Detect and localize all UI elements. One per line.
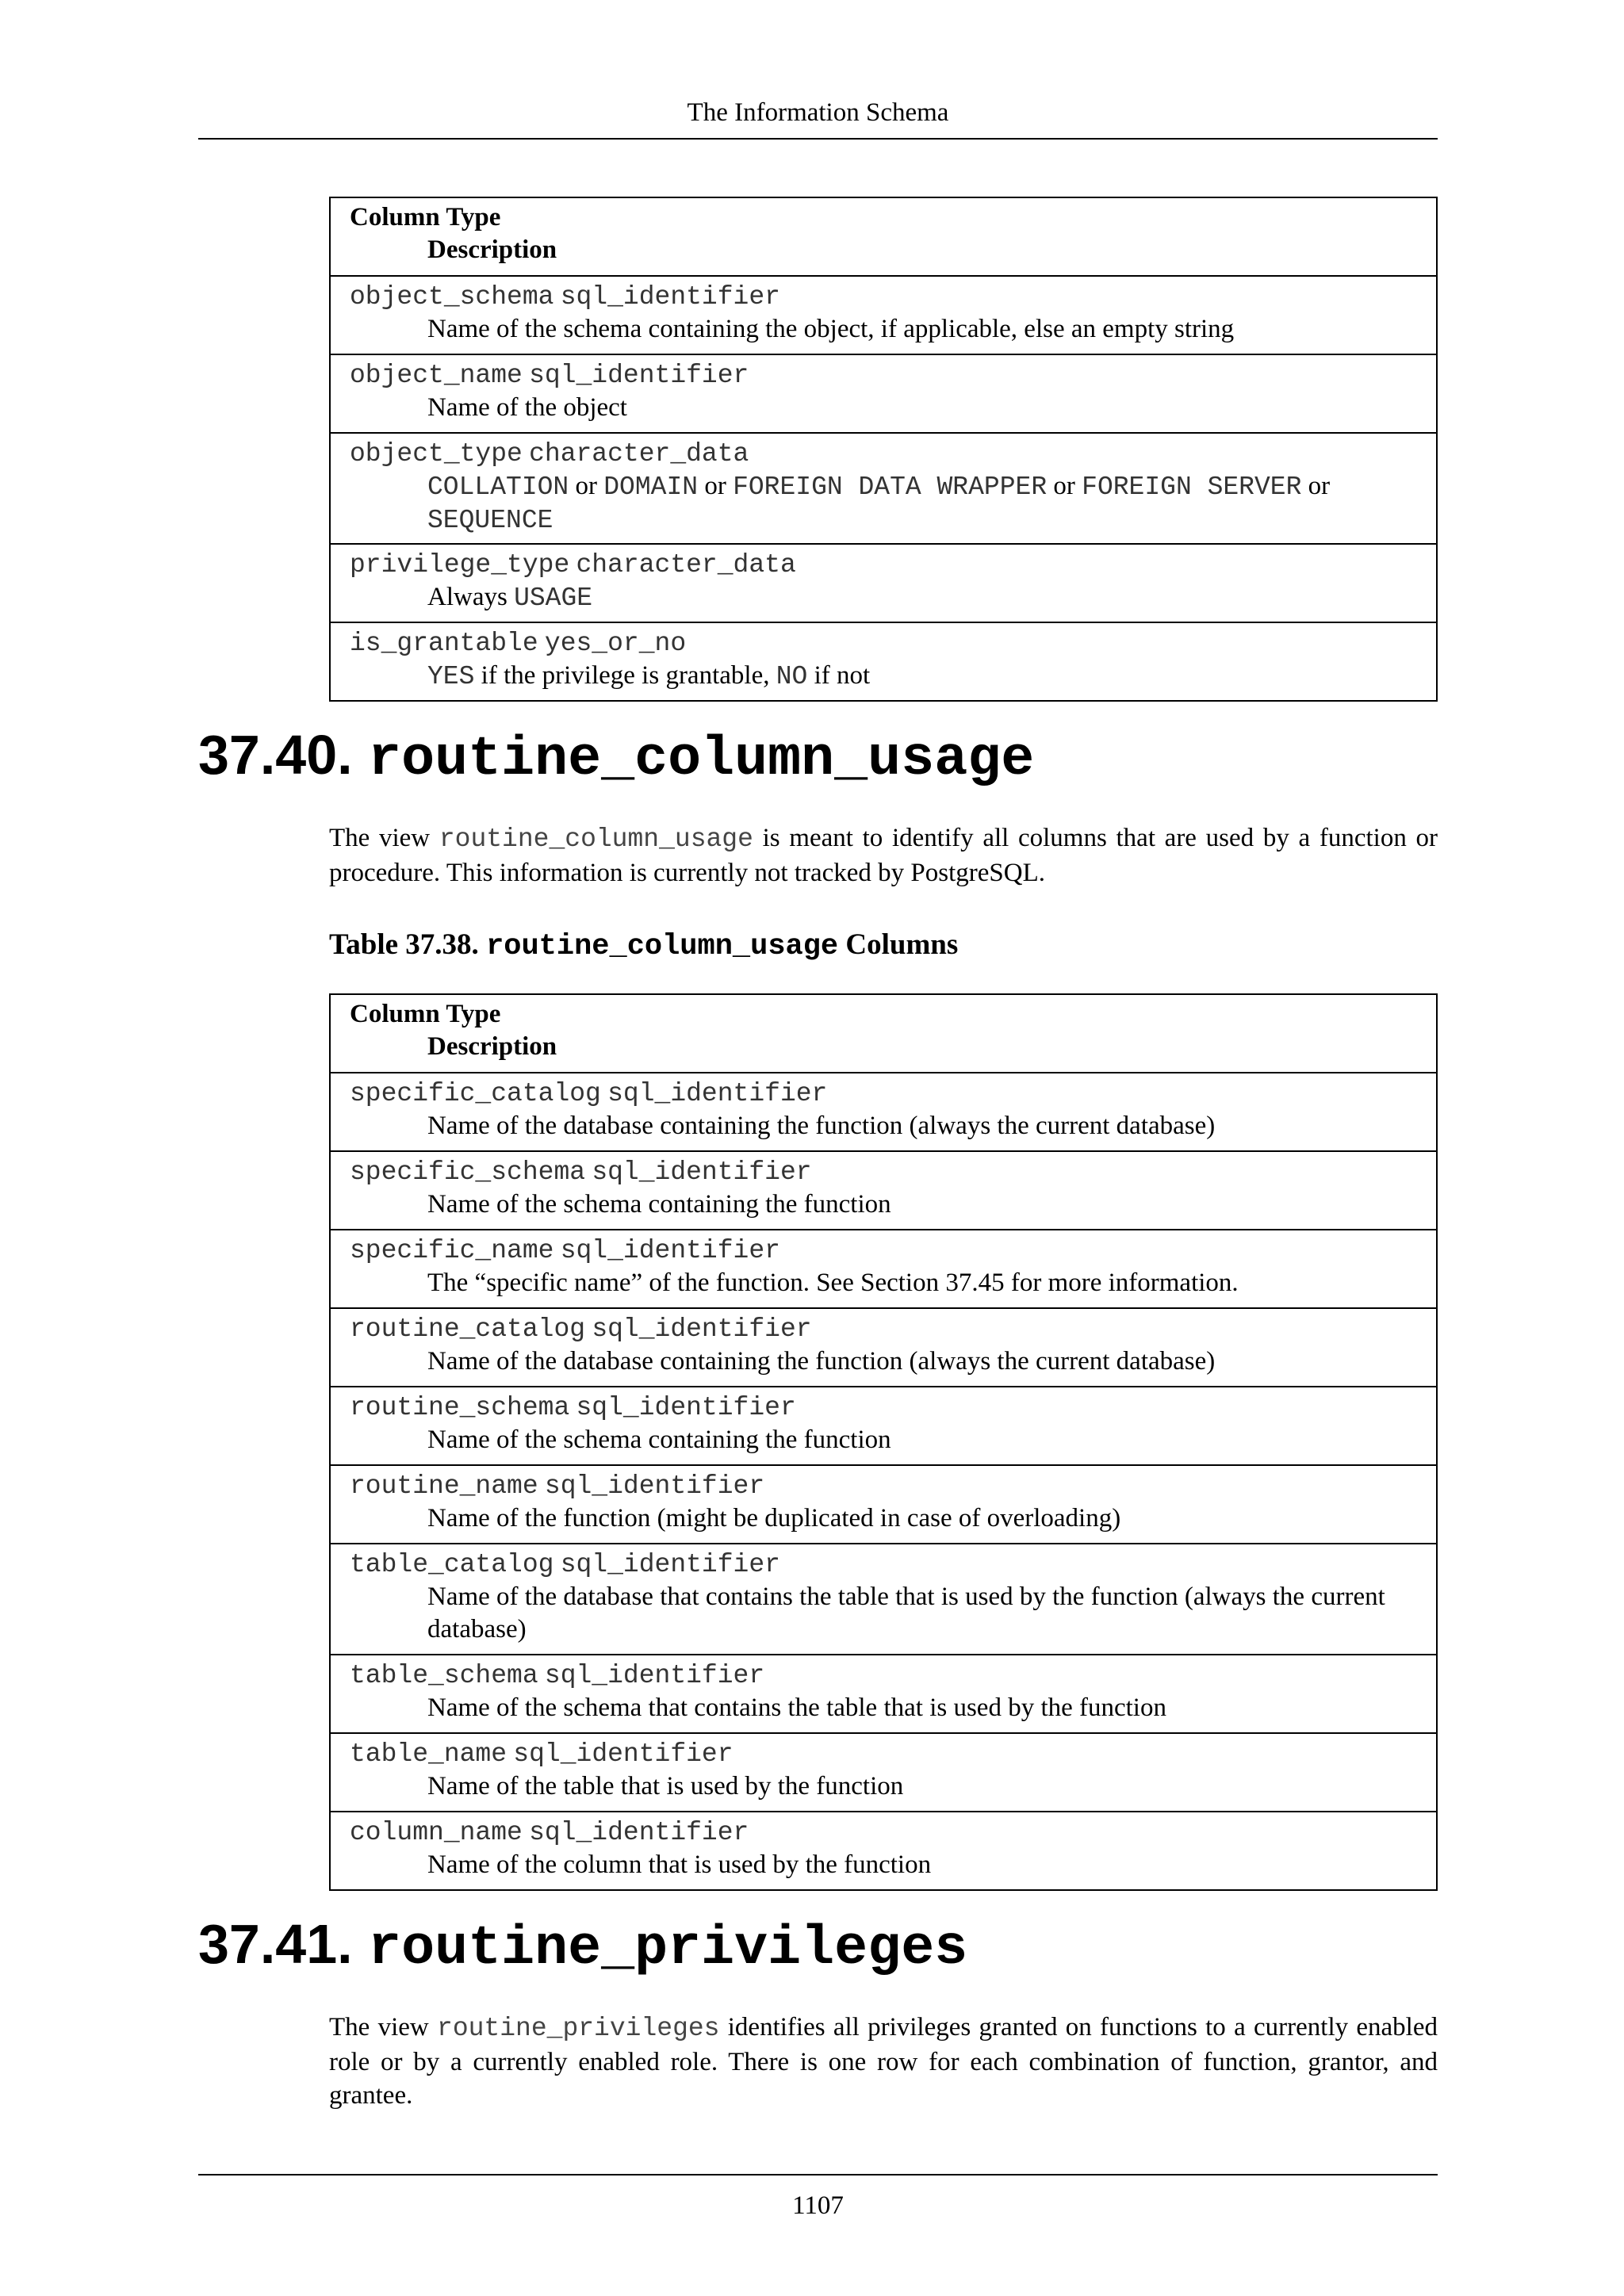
column-type: sql_identifier: [529, 1818, 749, 1847]
column-name: privilege_type: [350, 550, 570, 580]
table-row: [330, 433, 1437, 544]
column-type: sql_identifier: [592, 1158, 812, 1187]
column-description: YES if the privilege is grantable, NO if not: [427, 661, 871, 691]
table-row: [330, 544, 1437, 622]
column-description: Name of the function (might be duplicated in case of overloading): [427, 1504, 1121, 1533]
column-description: Name of the database containing the function (always the current database): [427, 1112, 1216, 1140]
column-description: Name of the object: [427, 393, 627, 422]
column-type: yes_or_no: [544, 629, 687, 658]
section-heading-routine-column-usage: 37.40. routine_column_usage: [198, 724, 1035, 791]
table-row: [330, 622, 1437, 701]
column-name: column_name: [350, 1818, 523, 1847]
header-description: Description: [427, 235, 557, 264]
column-name: table_catalog: [350, 1550, 554, 1579]
table-caption: Table 37.38. routine_column_usage Columns: [329, 928, 959, 963]
column-description: Name of the database containing the function (always the current database): [427, 1347, 1216, 1376]
column-name: is_grantable: [350, 629, 538, 658]
column-description: Name of the database that contains the table that is used by the function (always the current database): [427, 1582, 1385, 1644]
section-paragraph: The view routine_privileges identifies all privileges granted on functions to a currently enabled role or by a currently enabled role. There is one row for each combination of function, grantor, and grantee.: [329, 2013, 1438, 2110]
column-type: sql_identifier: [560, 1550, 780, 1579]
table-header-row: [330, 197, 1437, 276]
column-name: object_name: [350, 361, 523, 390]
column-type: sql_identifier: [560, 1236, 780, 1265]
column-name: object_type: [350, 439, 523, 469]
table-row: [330, 276, 1437, 354]
column-name: specific_name: [350, 1236, 554, 1265]
column-name: routine_schema: [350, 1393, 570, 1422]
table-row: [330, 354, 1437, 433]
column-description: COLLATION or DOMAIN or FOREIGN DATA WRAPPER or FOREIGN SERVER or SEQUENCE: [427, 472, 1331, 535]
column-type: sql_identifier: [560, 282, 780, 312]
column-description: Name of the schema containing the function: [427, 1190, 891, 1219]
column-name: table_name: [350, 1739, 508, 1769]
column-type: sql_identifier: [607, 1079, 828, 1108]
header-column-type: Column Type: [350, 203, 501, 232]
routine-column-usage-table: [329, 993, 1438, 1891]
table-row: [330, 1544, 1437, 1655]
column-description: Name of the schema that contains the table that is used by the function: [427, 1693, 1166, 1722]
table-row: [330, 1655, 1437, 1733]
column-type: sql_identifier: [544, 1661, 765, 1690]
table-row: [330, 1230, 1437, 1308]
table-row: [330, 1308, 1437, 1387]
table-row: [330, 1387, 1437, 1465]
table-row: [330, 1465, 1437, 1544]
section-paragraph: The view routine_column_usage is meant to identify all columns that are used by a function or procedure. This information is currently not tracked by PostgreSQL.: [329, 824, 1438, 887]
column-description: Always USAGE: [427, 583, 593, 613]
table-row: [330, 1733, 1437, 1812]
column-description: Name of the table that is used by the function: [427, 1772, 904, 1800]
column-name: specific_catalog: [350, 1079, 601, 1108]
table-row: [330, 1151, 1437, 1230]
column-description: The “specific name” of the function. See Section 37.45 for more information.: [427, 1269, 1239, 1297]
column-type: sql_identifier: [592, 1314, 812, 1344]
column-type: sql_identifier: [576, 1393, 796, 1422]
column-type: character_data: [576, 550, 796, 580]
column-type: sql_identifier: [529, 361, 749, 390]
column-type: sql_identifier: [544, 1471, 765, 1501]
table-header-row: [330, 994, 1437, 1073]
table-row: [330, 1073, 1437, 1151]
column-name: object_schema: [350, 282, 554, 312]
column-type: sql_identifier: [513, 1739, 733, 1769]
table-row: [330, 1812, 1437, 1890]
header-column-type: Column Type: [350, 1000, 501, 1028]
column-name: table_schema: [350, 1661, 538, 1690]
column-description: Name of the schema containing the object, if applicable, else an empty string: [427, 315, 1235, 343]
column-description: Name of the column that is used by the function: [427, 1850, 932, 1879]
section-heading-routine-privileges: 37.41. routine_privileges: [198, 1913, 968, 1980]
column-type: character_data: [529, 439, 749, 469]
header-description: Description: [427, 1032, 557, 1061]
page-header: The Information Schema: [198, 94, 1438, 140]
column-name: specific_schema: [350, 1158, 586, 1187]
page-number: 1107: [198, 2174, 1438, 2221]
column-name: routine_catalog: [350, 1314, 586, 1344]
column-description: Name of the schema containing the function: [427, 1425, 891, 1454]
column-name: routine_name: [350, 1471, 538, 1501]
privileges-table-continued: [329, 197, 1438, 702]
